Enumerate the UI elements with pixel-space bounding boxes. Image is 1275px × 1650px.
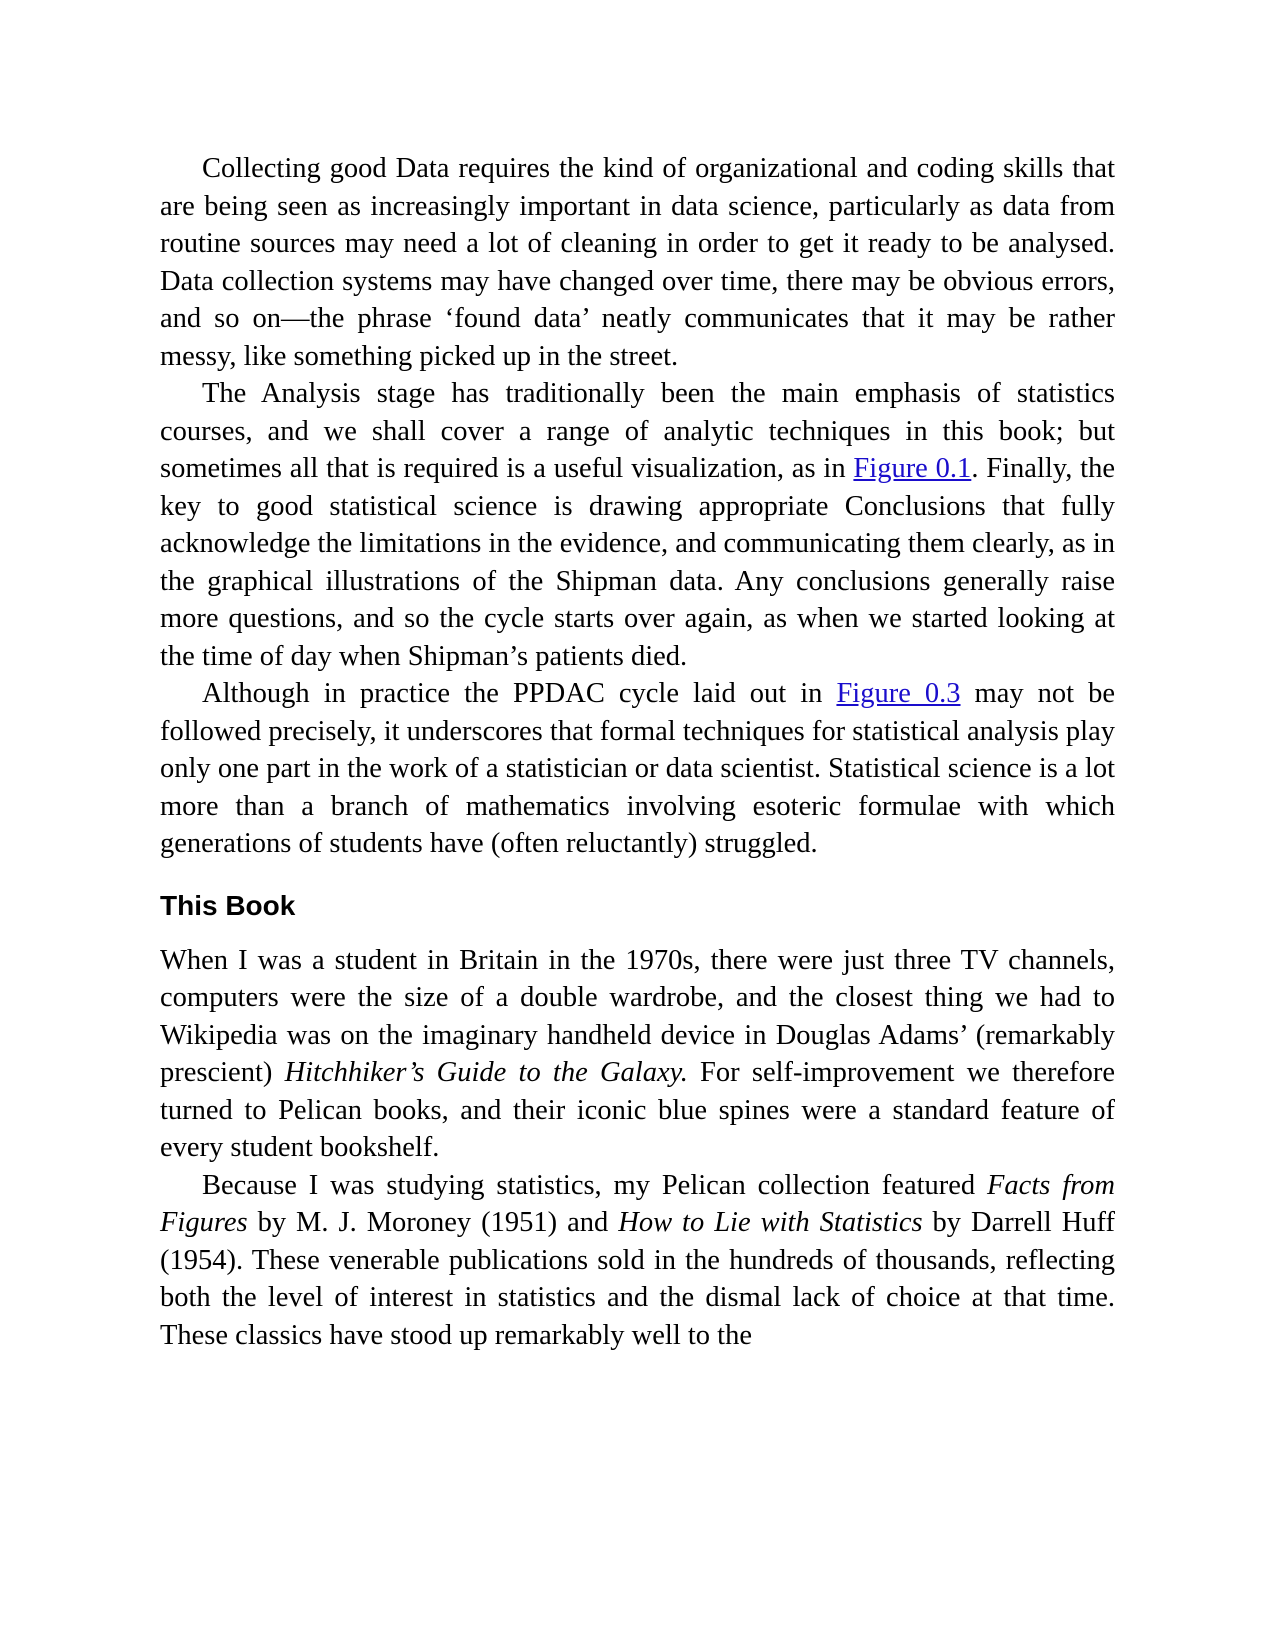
paragraph-text: Because I was studying statistics, my Pelican collection featured — [202, 1169, 988, 1201]
paragraph-pelican — [160, 1167, 1115, 1355]
paragraph-text: The Analysis stage has traditionally been the main emphasis of statistics courses, and we shall cover a range of analytic techniques in this book; but sometimes all that is required is a useful visualization, as in — [160, 378, 1115, 484]
paragraph-text: by Darrell Huff (1954). These venerable publications sold in the hundreds of thousands, reflecting both the level of interest in statistics and the dismal lack of choice at that time. These classics have stood up remarkably well to the — [160, 1207, 1115, 1351]
paragraph-text: may not be followed precisely, it underscores that formal techniques for statistical analysis play only one part in the work of a statistician or data scientist. Statistical science is a lot more than a branch of mathematics involving esoteric formulae with which generations of students have (often reluctantly) struggled. — [160, 678, 1115, 859]
book-title-italic: How to Lie with Statistics — [618, 1207, 923, 1238]
paragraph-analysis — [160, 375, 1115, 675]
paragraph-ppdac — [160, 675, 1115, 863]
section-heading: This Book — [160, 889, 296, 921]
book-title-italic: Facts from Figures — [160, 1169, 1115, 1238]
paragraph-text: . Finally, the key to good statistical science is drawing appropriate Conclusions that fully acknowledge the limitations in the evidence, and communicating them clearly, as in the graphical illustrations of the Shipman data. Any conclusions generally raise more questions, and so the cycle starts over again, as when we started looking at the time of day when Shipman’s patients died. — [160, 453, 1115, 672]
paragraph-student — [160, 942, 1115, 1167]
figure-0-1-link[interactable]: Figure 0.1 — [853, 453, 972, 484]
paragraph-text: Although in practice the PPDAC cycle laid out in — [202, 678, 837, 709]
paragraph-text: by M. J. Moroney (1951) and — [247, 1207, 619, 1238]
book-title-italic: Hitchhiker’s Guide to the Galaxy. — [284, 1057, 688, 1088]
paragraph-text: For self-improvement we therefore turned to Pelican books, and their iconic blue spines were a standard feature of every student bookshelf. — [160, 1057, 1115, 1163]
book-page — [160, 150, 1115, 1354]
paragraph-text: Collecting good Data requires the kind of organizational and coding skills that are being seen as increasingly important in data science, particularly as data from routine sources may need a lot of cleaning in order to get it ready to be analysed. Data collection systems may have changed over time, there may be obvious errors, and so on—the phrase ‘found data’ neatly communicates that it may be rather messy, like something picked up in the street. — [160, 153, 1115, 372]
figure-0-3-link[interactable]: Figure 0.3 — [836, 678, 961, 709]
paragraph-text: When I was a student in Britain in the 1970s, there were just three TV channels, computers were the size of a double wardrobe, and the closest thing we had to Wikipedia was on the imaginary handheld device in Douglas Adams’ (remarkably prescient) — [160, 944, 1115, 1088]
paragraph-data-collection — [160, 150, 1115, 375]
